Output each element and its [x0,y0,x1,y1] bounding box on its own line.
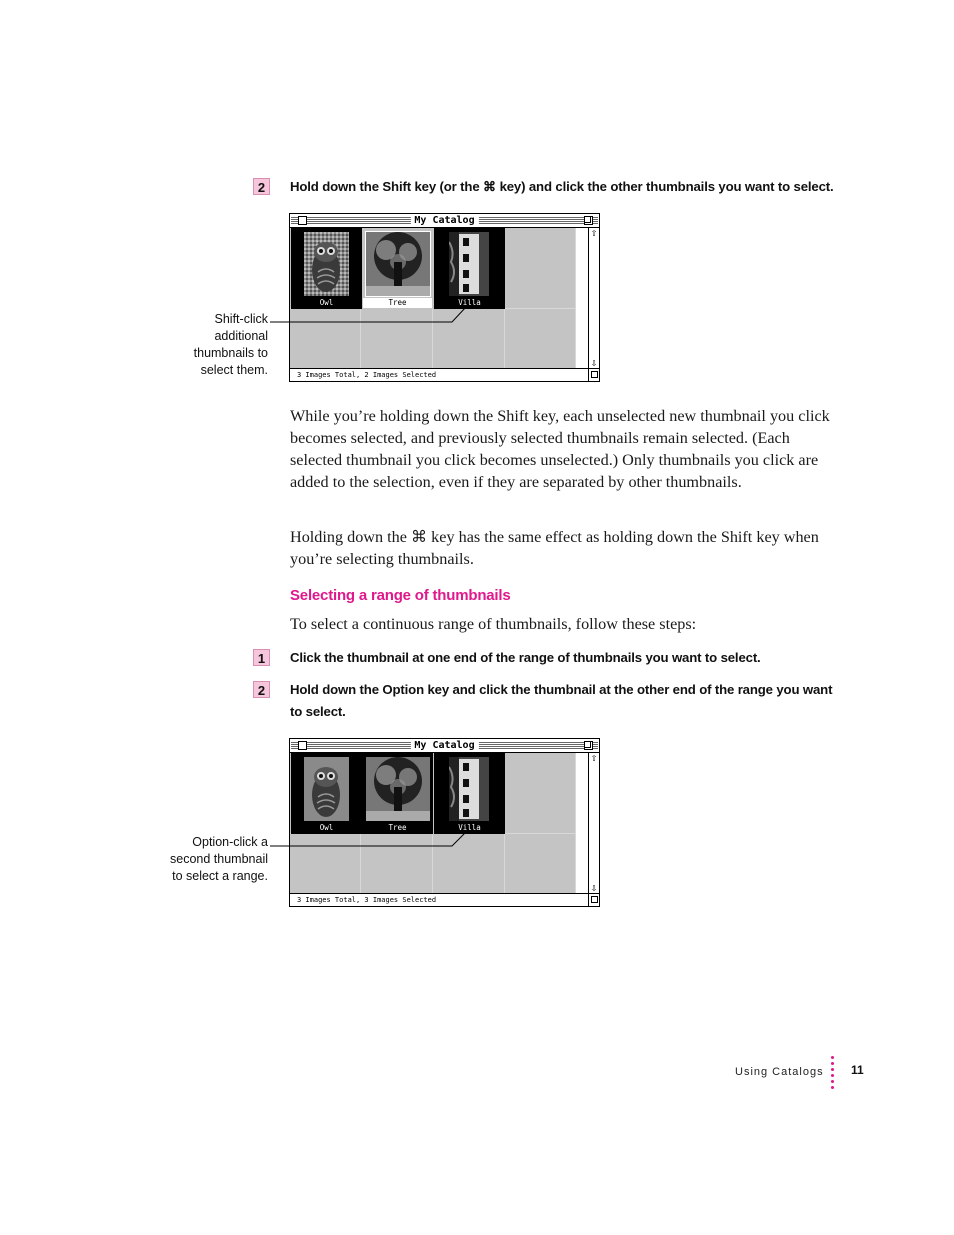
scroll-down-arrow-icon[interactable]: ⇩ [590,884,598,893]
villa-image [449,757,489,821]
tree-image [366,232,430,296]
window-title: My Catalog [410,214,478,227]
step-number-badge: 2 [253,178,270,195]
thumbnail-villa[interactable] [434,753,505,834]
callout-shift-click: Shift-click additional thumbnails to select them. [193,312,268,377]
step-number-badge: 1 [253,649,270,666]
grow-box-icon[interactable] [588,369,599,381]
step-instruction: Click the thumbnail at one end of the range of thumbnails you want to select. [290,650,761,665]
thumbnail-villa[interactable] [434,228,505,309]
scroll-up-arrow-icon[interactable]: ⇧ [590,229,598,238]
thumbnail-tree[interactable] [362,753,433,834]
thumbnail-label: Tree [363,298,432,308]
vertical-scrollbar[interactable] [588,753,599,894]
close-box-icon[interactable] [298,741,307,750]
step-instruction: Hold down the Option key and click the thumbnail at the other end of the range you want to select. [290,682,833,719]
vertical-scrollbar[interactable] [588,228,599,369]
scroll-up-arrow-icon[interactable]: ⇧ [590,754,598,763]
thumbnail-grid [290,228,576,369]
callout-option-click: Option-click a second thumbnail to select a range. [170,835,268,883]
thumbnail-label: Villa [458,823,481,832]
thumbnail-owl[interactable] [291,753,362,834]
thumbnail-label: Tree [388,823,407,832]
catalog-window [289,738,600,907]
callout-leader-line [270,305,470,325]
villa-image [449,232,489,296]
tree-image [366,757,430,821]
paragraph-range-intro: To select a continuous range of thumbnails, follow these steps: [290,615,697,633]
thumbnail-tree[interactable] [362,228,433,309]
owl-image [304,232,349,296]
zoom-box-icon[interactable] [584,216,593,225]
window-status-bar: 3 Images Total, 2 Images Selected [290,368,599,381]
thumbnail-label: Owl [319,298,334,307]
thumbnail-owl[interactable] [291,228,362,309]
step-instruction: Hold down the Shift key (or the ⌘ key) and click the other thumbnails you want to select. [290,179,834,194]
section-heading: Selecting a range of thumbnails [290,587,511,604]
footer-section-label: Using Catalogs [735,1066,824,1078]
thumbnail-grid [290,753,576,894]
window-status-bar: 3 Images Total, 3 Images Selected [290,893,599,906]
thumbnail-label: Villa [458,298,481,307]
callout-leader-line [270,830,470,850]
grow-box-icon[interactable] [588,894,599,906]
footer-dot-divider [831,1056,834,1092]
paragraph-command-key: Holding down the ⌘ key has the same effect as holding down the Shift key when you’re selecting thumbnails. [290,528,819,568]
page-number: 11 [851,1063,864,1077]
catalog-window [289,213,600,382]
thumbnail-label: Owl [319,823,334,832]
zoom-box-icon[interactable] [584,741,593,750]
paragraph-shift-behavior: While you’re holding down the Shift key, each unselected new thumbnail you click becomes selected, and previously selected thumbnails remain selected. (Each selected thumbnail you click becomes unselected.) Only thumbnails you click are added to the selection, even if they are separated by other thumbnails. [290,407,830,491]
scroll-down-arrow-icon[interactable]: ⇩ [590,359,598,368]
owl-image [304,757,349,821]
window-title: My Catalog [410,739,478,752]
step-number-badge: 2 [253,681,270,698]
close-box-icon[interactable] [298,216,307,225]
